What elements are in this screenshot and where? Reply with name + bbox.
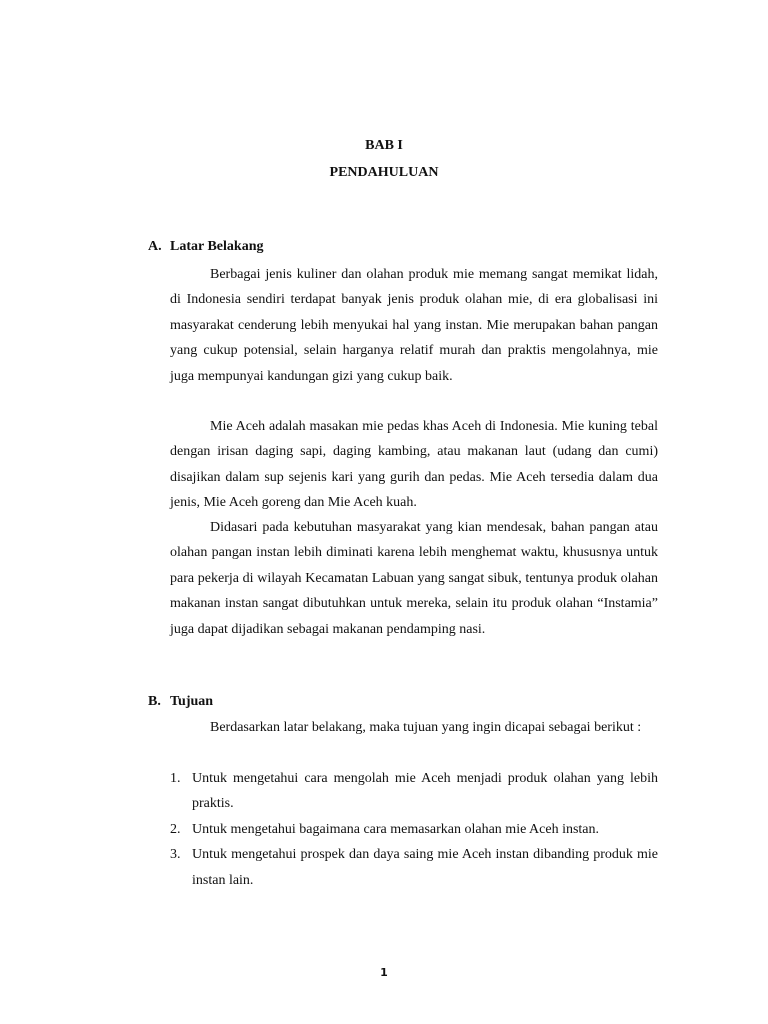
section-a-letter: A. (148, 239, 162, 254)
list-item-number: 2. (170, 821, 181, 837)
paragraph-latar-1: Berbagai jenis kuliner dan olahan produk mie memang sangat memikat lidah, di Indonesia sendiri terdapat banyak jenis produk olahan mie, di era globalisasi ini masyarakat cenderung lebih menyukai hal yang instan. Mie merupakan bahan pangan yang cukup potensial, selain harganya relatif murah dan praktis mengolahnya, mie juga mempunyai kandungan gizi yang cukup baik. (170, 267, 658, 384)
list-item-text: Untuk mengetahui prospek dan daya saing mie Aceh instan dibanding produk mie instan lain. (192, 847, 658, 888)
chapter-title: PENDAHULUAN (329, 165, 439, 180)
list-item-text: Untuk mengetahui cara mengolah mie Aceh menjadi produk olahan yang lebih praktis. (192, 771, 658, 812)
list-item (170, 817, 658, 842)
goals-list (170, 766, 658, 893)
list-item (170, 842, 658, 893)
section-b-heading (148, 694, 213, 710)
section-a-heading (148, 239, 263, 255)
list-item-number: 1. (170, 771, 181, 786)
list-item (170, 766, 658, 817)
section-b-title: Tujuan (170, 694, 214, 709)
section-a-title: Latar Belakang (170, 239, 264, 254)
section-b-letter: B. (148, 694, 161, 709)
paragraph-tujuan-intro: Berdasarkan latar belakang, maka tujuan yang ingin dicapai sebagai berikut : (210, 720, 642, 735)
chapter-number: BAB I (365, 138, 403, 153)
paragraph-latar-2: Mie Aceh adalah masakan mie pedas khas Aceh di Indonesia. Mie kuning tebal dengan irisan daging sapi, daging kambing, atau makanan laut (udang dan cumi) disajikan dalam sup sejenis kari yang gurih dan pedas. Mie Aceh tersedia dalam dua jenis, Mie Aceh goreng dan Mie Aceh kuah. (170, 419, 658, 511)
paragraph-latar-3: Didasari pada kebutuhan masyarakat yang kian mendesak, bahan pangan atau olahan pangan instan lebih diminati karena lebih menghemat waktu, khususnya untuk para pekerja di wilayah Kecamatan Labuan yang sangat sibuk, tentunya produk olahan makanan instan sangat dibutuhkan untuk mereka, selain itu produk olahan “Instamia” juga dapat dijadikan sebagai makanan pendamping nasi. (170, 520, 658, 637)
list-item-text: Untuk mengetahui bagaimana cara memasarkan olahan mie Aceh instan. (192, 821, 600, 837)
page-number: 1 (380, 966, 388, 979)
list-item-number: 3. (170, 847, 181, 863)
